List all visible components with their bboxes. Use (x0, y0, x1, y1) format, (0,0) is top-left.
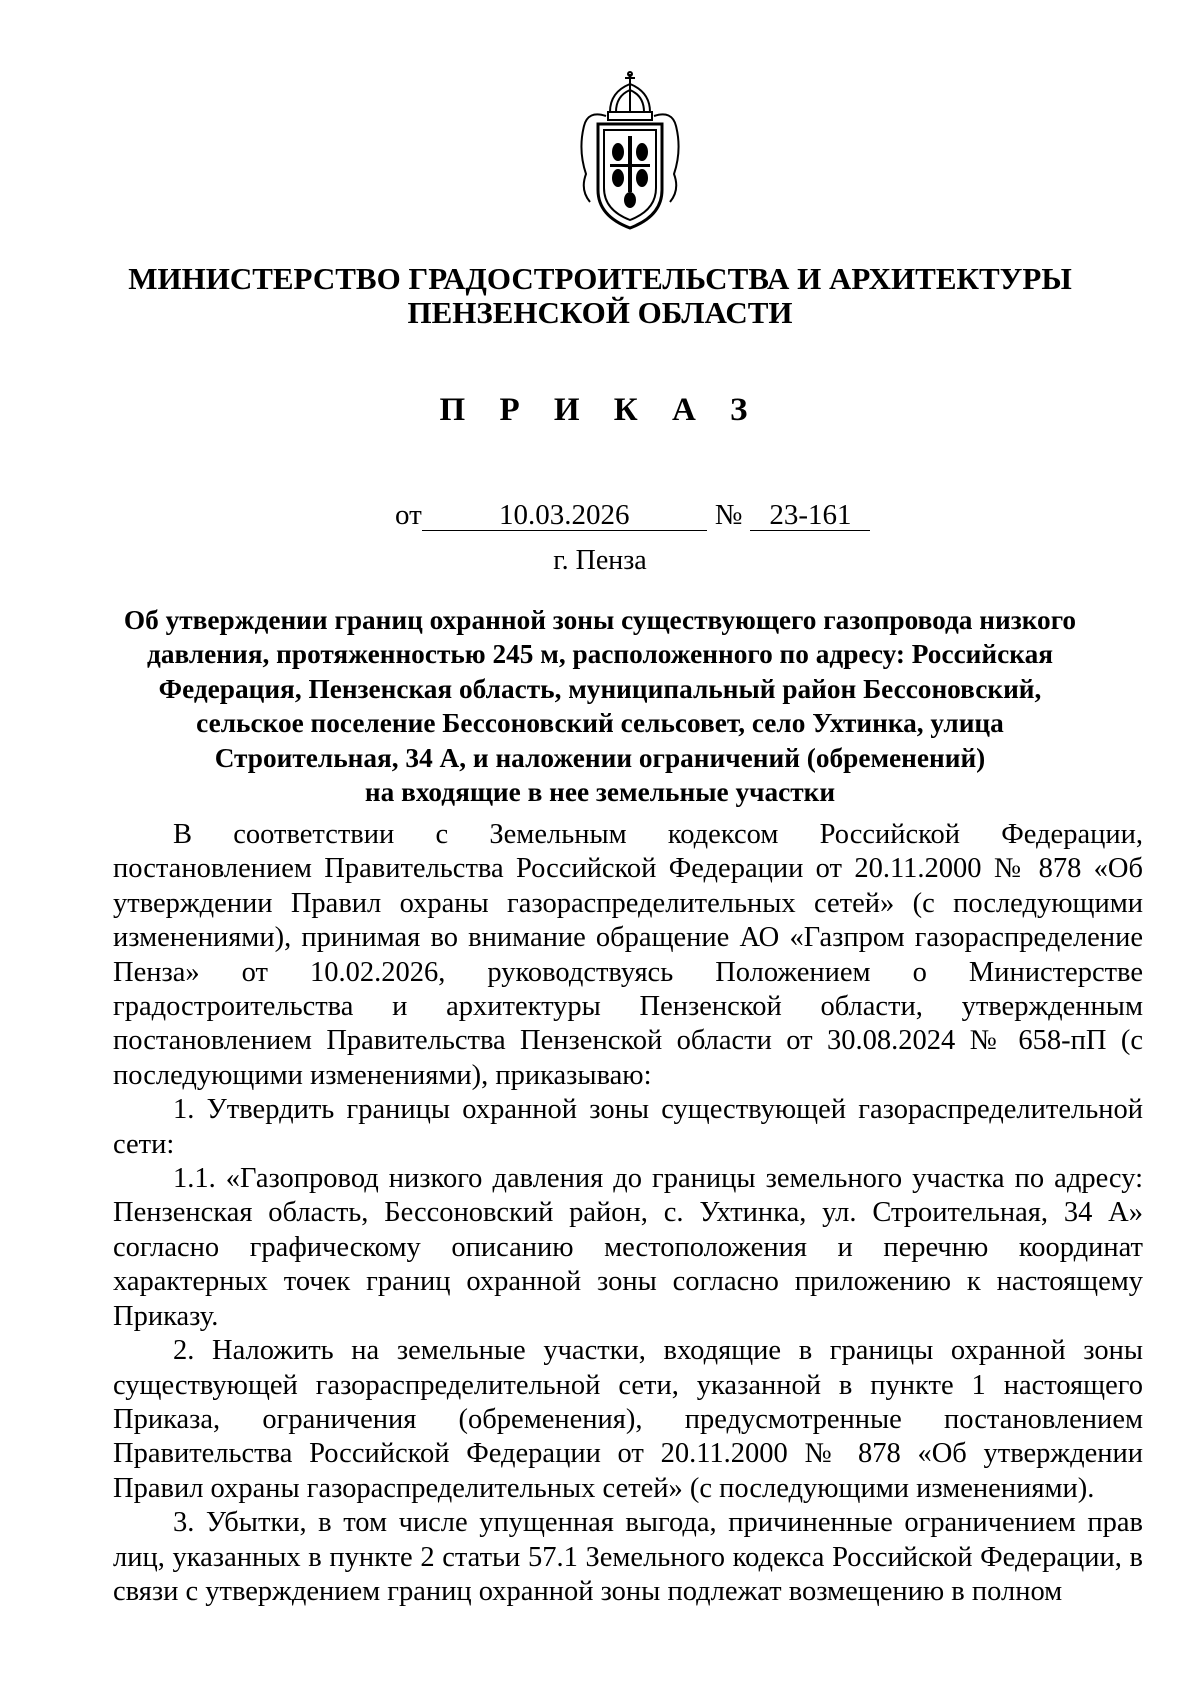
city: г. Пенза (553, 545, 647, 576)
title-line: Строительная, 34 А, и наложении ограничений (обременений) (214, 742, 986, 773)
penza-region-coat-of-arms-icon (570, 70, 690, 238)
body-paragraph: В соответствии с Земельным кодексом Российской Федерации, постановлением Правительства Российской Федерации от 20.11.2000 № 878 «Об утверждении Правил охраны газораспределительных сетей» (с последующими изменениями), принимая во внимание обращение АО «Газпром газораспределение Пенза» от 10.02.2026, руководствуясь Положением о Министерстве градостроительства и архитектуры Пензенской области, утвержденным постановлением Правительства Пензенской области от 30.08.2024 № 658-пП (с последующими изменениями), приказываю: (113, 819, 1143, 1091)
body-paragraph: 3. Убытки, в том числе упущенная выгода, причиненные ограничением прав лиц, указанных в пункте 2 статьи 57.1 Земельного кодекса Российской Федерации, в связи с утверждением границ охранной зоны подлежат возмещению в полном (113, 1507, 1143, 1607)
body-paragraph: 2. Наложить на земельные участки, входящие в границы охранной зоны существующей газораспределительной сети, указанной в пункте 1 настоящего Приказа, ограничения (обременения), предусмотренные постановлением Правительства Российской Федерации от 20.11.2000 № 878 «Об утверждении Правил охраны газораспределительных сетей» (с последующими изменениями). (113, 1335, 1143, 1504)
title-line: сельское поселение Бессоновский сельсовет, село Ухтинка, улица (196, 708, 1004, 739)
document-body (113, 818, 1143, 1609)
document-date: 10.03.2026 (422, 498, 707, 531)
document-number: 23-161 (750, 498, 870, 531)
title-line: Федерация, Пензенская область, муниципальный район Бессоновский, (158, 673, 1042, 704)
title-line: Об утверждении границ охранной зоны существующего газопровода низкого (123, 605, 1077, 635)
document-title (100, 603, 1100, 809)
body-paragraph: 1. Утвердить границы охранной зоны существующей газораспределительной сети: (113, 1094, 1143, 1160)
title-line: на входящие в нее земельные участки (364, 777, 836, 808)
ministry-name (100, 262, 1100, 330)
document-type: П Р И К А З (439, 392, 761, 428)
body-paragraph: 1.1. «Газопровод низкого давления до границы земельного участка по адресу: Пензенская область, Бессоновский район, с. Ухтинка, ул. Строительная, 34 А» согласно графическому описанию местоположения и перечню координат характерных точек границ охранной зоны согласно приложению к настоящему Приказу. (113, 1163, 1143, 1332)
date-number-line (395, 498, 870, 532)
title-line: давления, протяженностью 245 м, расположенного по адресу: Российская (147, 639, 1053, 670)
number-sign: № (714, 499, 743, 531)
ministry-line-1: МИНИСТЕРСТВО ГРАДОСТРОИТЕЛЬСТВА И АРХИТЕКТУРЫ (128, 261, 1072, 296)
ministry-line-2: ПЕНЗЕНСКОЙ ОБЛАСТИ (407, 295, 793, 330)
date-prefix: от (395, 499, 422, 531)
